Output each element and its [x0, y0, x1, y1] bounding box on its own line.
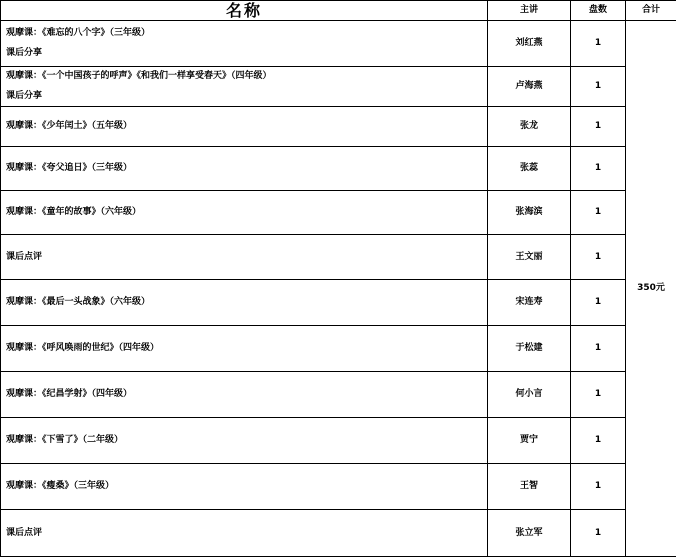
header-host-cell[interactable]: 主讲	[488, 1, 571, 21]
table-row	[1, 280, 676, 326]
table-row	[1, 147, 676, 191]
name-line-1: 观摩课：《难忘的八个字》（三年级）	[6, 28, 151, 38]
host-cell[interactable]: 刘红燕	[488, 21, 571, 67]
host-cell[interactable]: 卢海燕	[488, 67, 571, 107]
table-row	[1, 464, 676, 510]
count-cell[interactable]: 1	[571, 464, 626, 510]
name-line-1: 观摩课：《一个中国孩子的呼声》《和我们一样享受春天》（四年级）	[6, 71, 272, 81]
name-cell[interactable]: 观摩课：《呼风唤雨的世纪》（四年级）	[1, 326, 488, 372]
host-cell[interactable]: 贾宁	[488, 418, 571, 464]
header-count-cell[interactable]: 盘数	[571, 1, 626, 21]
count-cell[interactable]: 1	[571, 372, 626, 418]
count-cell[interactable]: 1	[571, 191, 626, 235]
table-row	[1, 418, 676, 464]
name-cell[interactable]: 观摩课：《瘦桑》（三年级）	[1, 464, 488, 510]
count-cell[interactable]: 1	[571, 280, 626, 326]
host-cell[interactable]: 王智	[488, 464, 571, 510]
count-cell[interactable]: 1	[571, 21, 626, 67]
count-cell[interactable]: 1	[571, 418, 626, 464]
name-cell[interactable]	[1, 67, 488, 107]
header-name-cell[interactable]: 名称	[1, 1, 488, 21]
table-row	[1, 191, 676, 235]
table-row	[1, 67, 676, 107]
header-row	[1, 1, 676, 21]
table-row	[1, 235, 676, 280]
name-cell[interactable]: 课后点评	[1, 510, 488, 557]
count-cell[interactable]: 1	[571, 147, 626, 191]
host-cell[interactable]: 王文丽	[488, 235, 571, 280]
host-cell[interactable]: 张蕊	[488, 147, 571, 191]
total-cell[interactable]: 350元	[626, 21, 676, 557]
count-cell[interactable]: 1	[571, 67, 626, 107]
table-row	[1, 21, 676, 67]
host-cell[interactable]: 张龙	[488, 107, 571, 147]
name-cell[interactable]: 观摩课：《童年的故事》（六年级）	[1, 191, 488, 235]
host-cell[interactable]: 何小言	[488, 372, 571, 418]
name-line-2: 课后分享	[6, 91, 43, 101]
count-cell[interactable]: 1	[571, 107, 626, 147]
name-cell[interactable]: 观摩课：《下雪了》（二年级）	[1, 418, 488, 464]
name-cell[interactable]: 观摩课：《夸父追日》（三年级）	[1, 147, 488, 191]
count-cell[interactable]: 1	[571, 510, 626, 557]
host-cell[interactable]: 于松建	[488, 326, 571, 372]
count-cell[interactable]: 1	[571, 235, 626, 280]
name-line-2: 课后分享	[6, 48, 43, 58]
table-row	[1, 372, 676, 418]
host-cell[interactable]: 张海滨	[488, 191, 571, 235]
host-cell[interactable]: 宋连寿	[488, 280, 571, 326]
table-row	[1, 326, 676, 372]
count-cell[interactable]: 1	[571, 326, 626, 372]
table-row	[1, 510, 676, 557]
name-cell[interactable]: 课后点评	[1, 235, 488, 280]
host-cell[interactable]: 张立军	[488, 510, 571, 557]
name-cell[interactable]: 观摩课：《纪昌学射》（四年级）	[1, 372, 488, 418]
name-cell[interactable]	[1, 21, 488, 67]
table-row	[1, 107, 676, 147]
name-cell[interactable]: 观摩课：《最后一头战象》（六年级）	[1, 280, 488, 326]
header-total-cell[interactable]: 合计	[626, 1, 676, 21]
name-cell[interactable]: 观摩课：《少年闰土》（五年级）	[1, 107, 488, 147]
